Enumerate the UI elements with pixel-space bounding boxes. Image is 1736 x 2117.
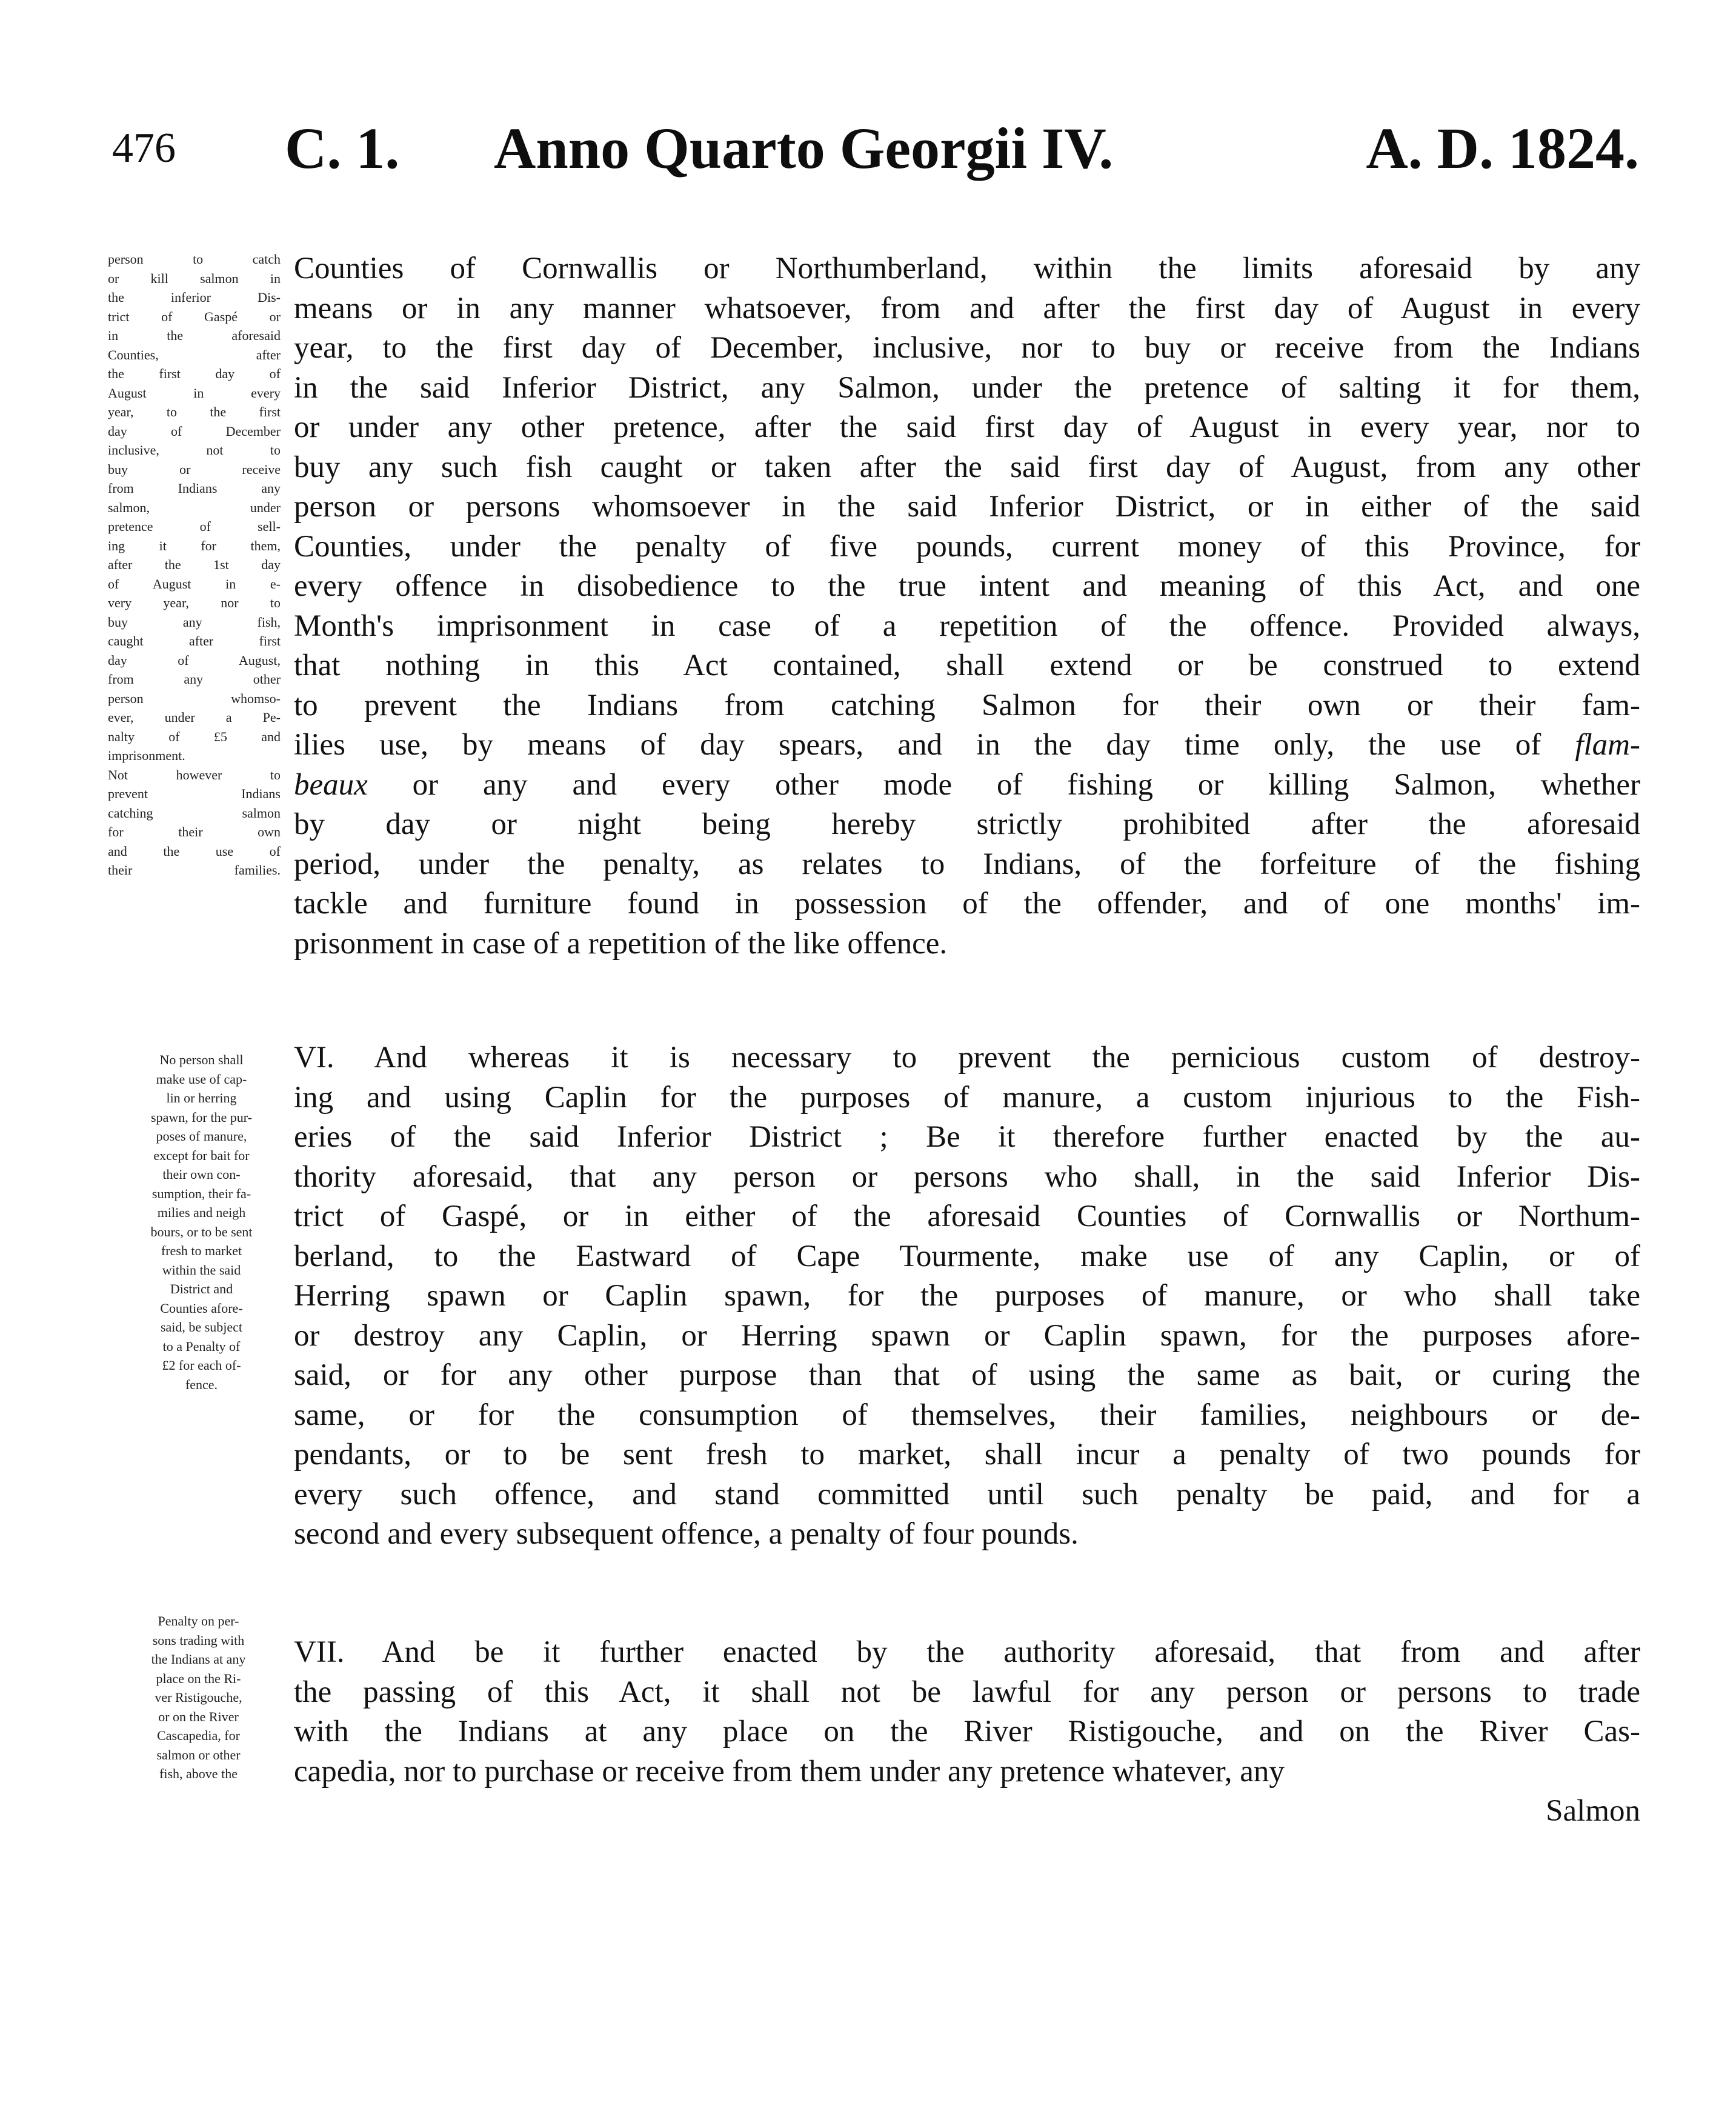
text-line: Month's imprisonment in case of a repetition of the offence. Provided always, <box>294 608 1640 643</box>
text-line: by day or night being hereby strictly prohibited after the aforesaid <box>294 807 1640 841</box>
marginal-note-line: Counties afore- <box>160 1300 243 1316</box>
marginal-note-line: of August in e- <box>108 576 281 592</box>
marginal-note-line: to a Penalty of <box>162 1338 241 1354</box>
marginal-note-line: salmon or other <box>156 1747 241 1762</box>
marginal-note-line: within the said <box>162 1262 241 1278</box>
marginal-note-line: Counties, after <box>108 347 281 362</box>
text-line: eries of the said Inferior District ; Be it therefore further enacted by the au- <box>294 1120 1640 1154</box>
marginal-note-line: fresh to market <box>161 1243 242 1258</box>
marginal-note-line: very year, nor to <box>108 595 281 610</box>
marginal-note-line: and the use of <box>108 843 281 859</box>
text-line: period, under the penalty, as relates to Indians, of the forfeiture of the fishing <box>294 847 1640 881</box>
marginal-note-line: after the 1st day <box>108 557 281 572</box>
marginal-note-line: District and <box>170 1281 233 1296</box>
marginal-note-section-5 <box>108 250 281 880</box>
marginal-note-section-6 <box>115 1050 288 1394</box>
marginal-note-line: trict of Gaspé or <box>108 308 281 324</box>
marginal-note-line: sumption, their fa- <box>151 1185 251 1201</box>
catchword: Salmon <box>1546 1794 1640 1828</box>
text-line: to prevent the Indians from catching Salmon for their own or their fam- <box>294 688 1640 722</box>
marginal-note-line: salmon, under <box>108 499 281 515</box>
marginal-note-line: buy any fish, <box>108 614 281 630</box>
italic-word: beaux <box>294 767 368 802</box>
text-line: ing and using Caplin for the purposes of manure, a custom injurious to the Fish- <box>294 1080 1640 1115</box>
marginal-note-line: prevent Indians <box>108 786 281 801</box>
text-line: prisonment in case of a repetition of the like offence. <box>294 926 948 961</box>
year-label: A. D. 1824. <box>1366 116 1639 181</box>
text-line: trict of Gaspé, or in either of the aforesaid Counties of Cornwallis or Northum- <box>294 1199 1640 1233</box>
marginal-note-line: August in every <box>108 385 281 401</box>
marginal-note-line: the Indians at any <box>151 1652 246 1667</box>
running-title: Anno Quarto Georgii IV. <box>494 116 1114 181</box>
marginal-note-line: the first day of <box>108 366 281 381</box>
marginal-note-line: ever, under a Pe- <box>108 710 281 725</box>
text-line: VI. And whereas it is necessary to prevent the pernicious custom of destroy- <box>294 1041 1640 1075</box>
text-line: in the said Inferior District, any Salmon, under the pretence of salting it for them, <box>294 370 1640 405</box>
marginal-note-line: except for bait for <box>153 1147 250 1163</box>
italic-word: flam- <box>1541 728 1640 762</box>
chapter-label: C. 1. <box>285 116 400 181</box>
marginal-note-line: from any other <box>108 672 281 687</box>
marginal-note-line: £2 for each of- <box>162 1358 241 1373</box>
marginal-note-line: person whomso- <box>108 690 281 706</box>
page-number: 476 <box>112 125 176 172</box>
marginal-note-line: bours, or to be sent <box>150 1224 253 1239</box>
text-line: pendants, or to be sent fresh to market, shall incur a penalty of two pounds for <box>294 1438 1640 1472</box>
text-line: Counties, under the penalty of five pounds, current money of this Province, for <box>294 529 1640 564</box>
text-line: same, or for the consumption of themselves, their families, neighbours or de- <box>294 1398 1640 1432</box>
text-line: or destroy any Caplin, or Herring spawn or Caplin spawn, for the purposes afore- <box>294 1318 1640 1353</box>
marginal-note-line: inclusive, not to <box>108 442 281 458</box>
marginal-note-line: imprisonment. <box>108 748 185 763</box>
marginal-note-line: year, to the first <box>108 404 281 419</box>
marginal-note-line: caught after first <box>108 633 281 648</box>
marginal-note-line: poses of manure, <box>156 1129 247 1144</box>
marginal-note-line: in the aforesaid <box>108 328 281 343</box>
marginal-note-line: No person shall <box>159 1052 244 1067</box>
marginal-note-line: the inferior Dis- <box>108 290 281 305</box>
text-line: said, or for any other purpose than that of using the same as bait, or curing the <box>294 1358 1640 1392</box>
marginal-note-line: ver Ristigouche, <box>155 1690 242 1705</box>
text-line: every such offence, and stand committed until such penalty be paid, and for a <box>294 1477 1640 1512</box>
text-line: Herring spawn or Caplin spawn, for the purposes of manure, or who shall take <box>294 1279 1640 1313</box>
text-line: with the Indians at any place on the River Ristigouche, and on the River Cas- <box>294 1715 1640 1749</box>
marginal-note-line: fish, above the <box>159 1766 238 1781</box>
marginal-note-line: or on the River <box>158 1709 239 1724</box>
marginal-note-line: Not however to <box>108 767 281 782</box>
text-line: means or in any manner whatsoever, from and after the first day of August in every <box>294 291 1640 325</box>
marginal-note-line: spawn, for the pur- <box>151 1109 252 1125</box>
text-line: berland, to the Eastward of Cape Tourmente, make use of any Caplin, or of <box>294 1239 1640 1273</box>
text-line: capedia, nor to purchase or receive from them under any pretence whatever, any <box>294 1754 1285 1789</box>
text-line: second and every subsequent offence, a penalty of four pounds. <box>294 1517 1079 1551</box>
marginal-note-section-7 <box>112 1612 285 1784</box>
section-7-text <box>294 1633 1640 1832</box>
marginal-note-line: day of August, <box>108 652 281 668</box>
marginal-note-line: or kill salmon in <box>108 270 281 286</box>
section-5-text <box>294 249 1640 964</box>
marginal-note-line: ing it for them, <box>108 538 281 553</box>
text-line: person or persons whomsoever in the said Inferior District, or in either of the said <box>294 490 1640 524</box>
marginal-note-line: sons trading with <box>152 1632 245 1648</box>
text-line: beaux or any and every other mode of fishing or killing Salmon, whether <box>294 767 1640 802</box>
marginal-note-line: person to catch <box>108 252 281 267</box>
marginal-note-line: place on the Ri- <box>156 1670 241 1686</box>
text-line: year, to the first day of December, inclusive, nor to buy or receive from the Indians <box>294 331 1640 365</box>
marginal-note-line: said, be subject <box>160 1319 243 1335</box>
text-line: buy any such fish caught or taken after the said first day of August, from any other <box>294 450 1640 484</box>
marginal-note-line: day of December <box>108 423 281 439</box>
text-line: tackle and furniture found in possession of the offender, and of one months' im- <box>294 887 1640 921</box>
marginal-note-line: their families. <box>108 862 281 878</box>
text-line: every offence in disobedience to the true intent and meaning of this Act, and one <box>294 569 1640 603</box>
marginal-note-line: buy or receive <box>108 461 281 477</box>
text-line: Counties of Cornwallis or Northumberland, within the limits aforesaid by any <box>294 252 1640 285</box>
running-header <box>112 115 1639 182</box>
marginal-note-line: milies and neigh <box>157 1205 246 1220</box>
text-line: ilies use, by means of day spears, and in the day time only, the use of flam- <box>294 728 1640 762</box>
marginal-note-line: for their own <box>108 824 281 839</box>
marginal-note-line: pretence of sell- <box>108 519 281 534</box>
text-line: or under any other pretence, after the said first day of August in every year, nor to <box>294 410 1640 444</box>
marginal-note-line: nalty of £5 and <box>108 728 281 744</box>
marginal-note-line: fence. <box>185 1376 218 1392</box>
marginal-note-line: from Indians any <box>108 481 281 496</box>
marginal-note-line: Penalty on per- <box>158 1613 239 1629</box>
marginal-note-line: Cascapedia, for <box>157 1728 240 1743</box>
marginal-note-line: their own con- <box>162 1167 241 1182</box>
text-line: the passing of this Act, it shall not be lawful for any person or persons to trade <box>294 1675 1640 1709</box>
marginal-note-line: make use of cap- <box>156 1071 247 1087</box>
text-line: that nothing in this Act contained, shall extend or be construed to extend <box>294 648 1640 682</box>
text-line: VII. And be it further enacted by the authority aforesaid, that from and after <box>294 1635 1640 1669</box>
marginal-note-line: catching salmon <box>108 805 281 821</box>
text-line: thority aforesaid, that any person or persons who shall, in the said Inferior Dis- <box>294 1159 1640 1194</box>
marginal-note-line: lin or herring <box>166 1090 237 1105</box>
section-6-text <box>294 1038 1640 1555</box>
